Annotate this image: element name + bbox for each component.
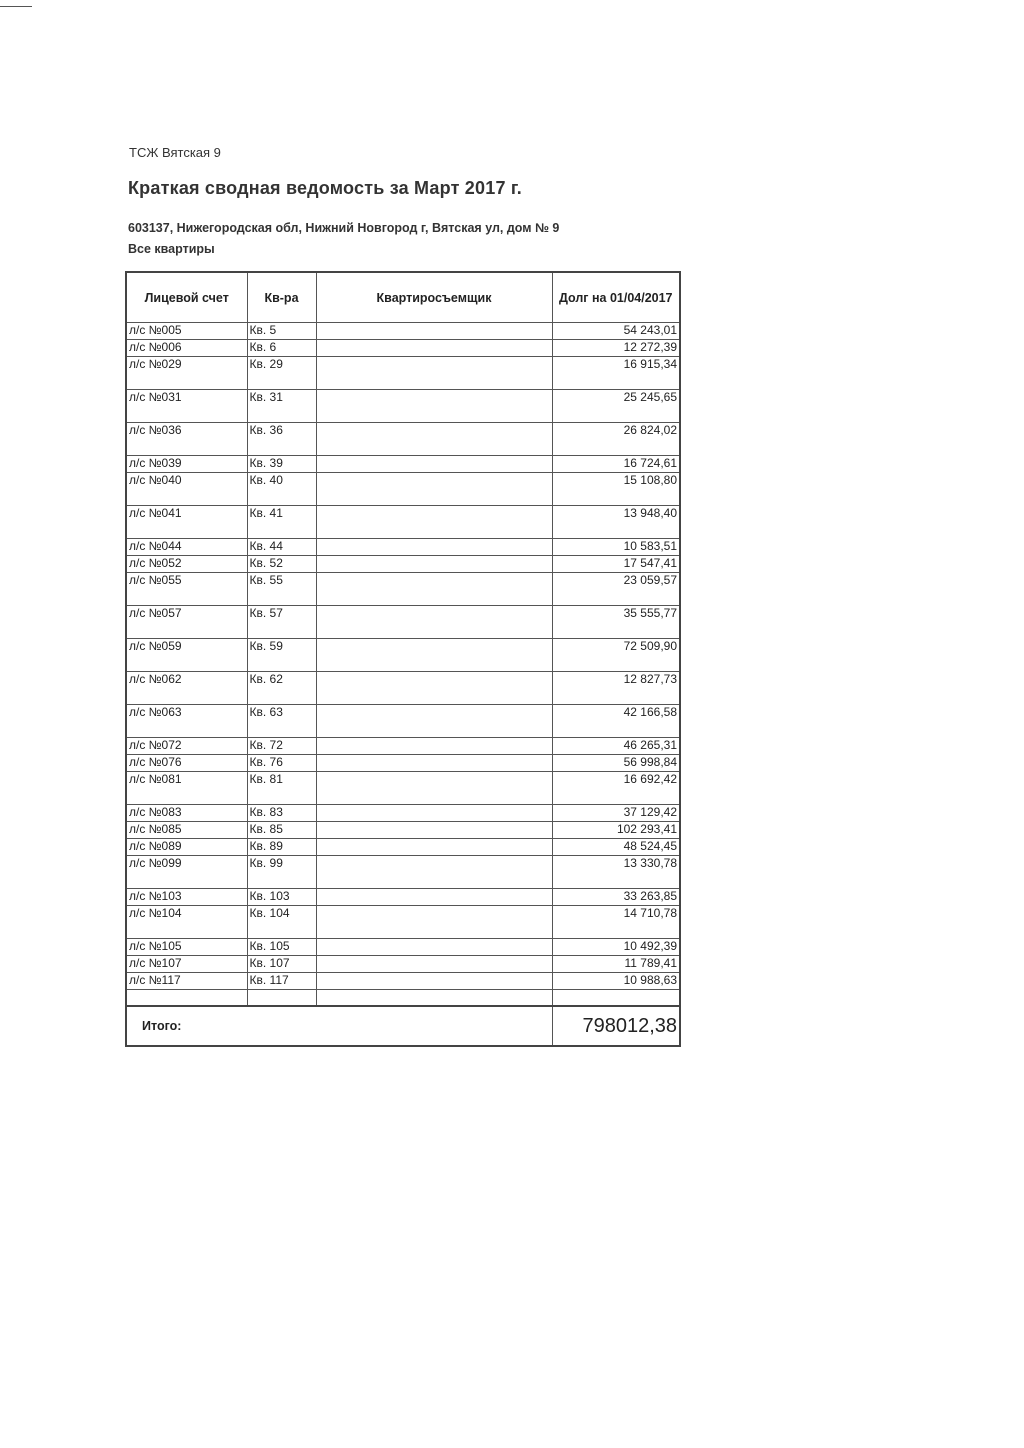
tenant-cell bbox=[316, 772, 552, 805]
tenant-cell bbox=[316, 939, 552, 956]
tenant-cell bbox=[316, 805, 552, 822]
table-row bbox=[126, 973, 680, 990]
debt-cell: 12 272,39 bbox=[552, 340, 680, 357]
account-cell: л/с №083 bbox=[126, 805, 247, 822]
tenant-cell bbox=[316, 423, 552, 456]
table-row bbox=[126, 423, 680, 456]
apartment-cell: Кв. 6 bbox=[247, 340, 316, 357]
debt-cell: 11 789,41 bbox=[552, 956, 680, 973]
table-row bbox=[126, 323, 680, 340]
tenant-cell bbox=[316, 606, 552, 639]
debt-cell: 37 129,42 bbox=[552, 805, 680, 822]
apartment-cell: Кв. 44 bbox=[247, 539, 316, 556]
account-cell: л/с №039 bbox=[126, 456, 247, 473]
apartment-cell: Кв. 59 bbox=[247, 639, 316, 672]
account-cell: л/с №029 bbox=[126, 357, 247, 390]
tenant-cell bbox=[316, 323, 552, 340]
account-cell: л/с №040 bbox=[126, 473, 247, 506]
table-row bbox=[126, 738, 680, 755]
table-row bbox=[126, 606, 680, 639]
debt-cell: 102 293,41 bbox=[552, 822, 680, 839]
tenant-cell bbox=[316, 889, 552, 906]
debt-cell: 14 710,78 bbox=[552, 906, 680, 939]
table-row bbox=[126, 705, 680, 738]
account-cell: л/с №036 bbox=[126, 423, 247, 456]
total-row bbox=[126, 1006, 680, 1046]
table-row bbox=[126, 456, 680, 473]
debt-cell: 23 059,57 bbox=[552, 573, 680, 606]
apartment-cell: Кв. 36 bbox=[247, 423, 316, 456]
account-cell: л/с №107 bbox=[126, 956, 247, 973]
debt-cell: 26 824,02 bbox=[552, 423, 680, 456]
account-cell: л/с №063 bbox=[126, 705, 247, 738]
account-cell: л/с №076 bbox=[126, 755, 247, 772]
account-cell: л/с №072 bbox=[126, 738, 247, 755]
debt-cell: 25 245,65 bbox=[552, 390, 680, 423]
apartment-cell: Кв. 62 bbox=[247, 672, 316, 705]
table-row bbox=[126, 906, 680, 939]
apartment-cell: Кв. 57 bbox=[247, 606, 316, 639]
table-row bbox=[126, 639, 680, 672]
tenant-cell bbox=[316, 340, 552, 357]
table-row bbox=[126, 672, 680, 705]
scan-edge-mark bbox=[0, 6, 32, 7]
tenant-cell bbox=[316, 973, 552, 990]
account-cell: л/с №104 bbox=[126, 906, 247, 939]
apartment-cell: Кв. 29 bbox=[247, 357, 316, 390]
organization-name: ТСЖ Вятская 9 bbox=[129, 145, 221, 160]
tenant-cell bbox=[316, 906, 552, 939]
debt-cell: 33 263,85 bbox=[552, 889, 680, 906]
debt-cell: 15 108,80 bbox=[552, 473, 680, 506]
debt-cell: 12 827,73 bbox=[552, 672, 680, 705]
account-cell: л/с №117 bbox=[126, 973, 247, 990]
total-value: 798012,38 bbox=[552, 1006, 680, 1046]
table-row bbox=[126, 573, 680, 606]
table-row bbox=[126, 556, 680, 573]
account-cell: л/с №099 bbox=[126, 856, 247, 889]
apartment-cell: Кв. 40 bbox=[247, 473, 316, 506]
apartment-cell: Кв. 104 bbox=[247, 906, 316, 939]
account-cell: л/с №052 bbox=[126, 556, 247, 573]
table-row bbox=[126, 805, 680, 822]
apartment-cell: Кв. 31 bbox=[247, 390, 316, 423]
header-apartment: Кв-ра bbox=[247, 272, 316, 323]
tenant-cell bbox=[316, 357, 552, 390]
account-cell: л/с №103 bbox=[126, 889, 247, 906]
table-row bbox=[126, 539, 680, 556]
debt-cell: 16 692,42 bbox=[552, 772, 680, 805]
account-cell: л/с №105 bbox=[126, 939, 247, 956]
debt-cell: 13 948,40 bbox=[552, 506, 680, 539]
apartment-cell: Кв. 41 bbox=[247, 506, 316, 539]
table-row bbox=[126, 822, 680, 839]
debt-cell: 16 915,34 bbox=[552, 357, 680, 390]
apartment-cell: Кв. 76 bbox=[247, 755, 316, 772]
debt-cell: 16 724,61 bbox=[552, 456, 680, 473]
account-cell: л/с №041 bbox=[126, 506, 247, 539]
account-cell: л/с №085 bbox=[126, 822, 247, 839]
table-row bbox=[126, 939, 680, 956]
tenant-cell bbox=[316, 456, 552, 473]
apartment-cell: Кв. 52 bbox=[247, 556, 316, 573]
apartment-cell: Кв. 83 bbox=[247, 805, 316, 822]
debt-cell: 54 243,01 bbox=[552, 323, 680, 340]
table-row bbox=[126, 340, 680, 357]
apartment-cell: Кв. 103 bbox=[247, 889, 316, 906]
table-row bbox=[126, 889, 680, 906]
report-scope: Все квартиры bbox=[128, 242, 215, 256]
ledger-body bbox=[126, 323, 680, 990]
debt-ledger-table bbox=[125, 271, 681, 1047]
tenant-cell bbox=[316, 390, 552, 423]
tenant-cell bbox=[316, 473, 552, 506]
table-header-row bbox=[126, 272, 680, 323]
apartment-cell: Кв. 117 bbox=[247, 973, 316, 990]
property-address: 603137, Нижегородская обл, Нижний Новгород г, Вятская ул, дом № 9 bbox=[128, 221, 560, 235]
apartment-cell: Кв. 55 bbox=[247, 573, 316, 606]
table-row bbox=[126, 839, 680, 856]
debt-cell: 10 988,63 bbox=[552, 973, 680, 990]
tenant-cell bbox=[316, 556, 552, 573]
account-cell: л/с №059 bbox=[126, 639, 247, 672]
account-cell: л/с №005 bbox=[126, 323, 247, 340]
table-row bbox=[126, 956, 680, 973]
table-row bbox=[126, 357, 680, 390]
tenant-cell bbox=[316, 956, 552, 973]
debt-cell: 17 547,41 bbox=[552, 556, 680, 573]
table-row bbox=[126, 390, 680, 423]
header-tenant: Квартиросъемщик bbox=[316, 272, 552, 323]
tenant-cell bbox=[316, 639, 552, 672]
account-cell: л/с №062 bbox=[126, 672, 247, 705]
apartment-cell: Кв. 105 bbox=[247, 939, 316, 956]
apartment-cell: Кв. 39 bbox=[247, 456, 316, 473]
apartment-cell: Кв. 99 bbox=[247, 856, 316, 889]
tenant-cell bbox=[316, 856, 552, 889]
table-row bbox=[126, 772, 680, 805]
table-row bbox=[126, 755, 680, 772]
account-cell: л/с №044 bbox=[126, 539, 247, 556]
account-cell: л/с №081 bbox=[126, 772, 247, 805]
debt-cell: 48 524,45 bbox=[552, 839, 680, 856]
tenant-cell bbox=[316, 506, 552, 539]
tenant-cell bbox=[316, 822, 552, 839]
header-debt: Долг на 01/04/2017 bbox=[552, 272, 680, 323]
apartment-cell: Кв. 81 bbox=[247, 772, 316, 805]
account-cell: л/с №031 bbox=[126, 390, 247, 423]
debt-cell: 10 583,51 bbox=[552, 539, 680, 556]
document-title: Краткая сводная ведомость за Март 2017 г. bbox=[128, 178, 522, 198]
debt-cell: 42 166,58 bbox=[552, 705, 680, 738]
tenant-cell bbox=[316, 705, 552, 738]
debt-cell: 72 509,90 bbox=[552, 639, 680, 672]
debt-cell: 13 330,78 bbox=[552, 856, 680, 889]
debt-cell: 46 265,31 bbox=[552, 738, 680, 755]
apartment-cell: Кв. 107 bbox=[247, 956, 316, 973]
header-account: Лицевой счет bbox=[126, 272, 247, 323]
apartment-cell: Кв. 5 bbox=[247, 323, 316, 340]
tenant-cell bbox=[316, 839, 552, 856]
blank-row bbox=[126, 990, 680, 1007]
tenant-cell bbox=[316, 672, 552, 705]
tenant-cell bbox=[316, 755, 552, 772]
account-cell: л/с №055 bbox=[126, 573, 247, 606]
apartment-cell: Кв. 85 bbox=[247, 822, 316, 839]
apartment-cell: Кв. 89 bbox=[247, 839, 316, 856]
tenant-cell bbox=[316, 738, 552, 755]
total-label: Итого: bbox=[126, 1006, 552, 1046]
tenant-cell bbox=[316, 539, 552, 556]
table-row bbox=[126, 473, 680, 506]
account-cell: л/с №006 bbox=[126, 340, 247, 357]
debt-cell: 35 555,77 bbox=[552, 606, 680, 639]
table-row bbox=[126, 506, 680, 539]
apartment-cell: Кв. 63 bbox=[247, 705, 316, 738]
tenant-cell bbox=[316, 573, 552, 606]
debt-cell: 10 492,39 bbox=[552, 939, 680, 956]
apartment-cell: Кв. 72 bbox=[247, 738, 316, 755]
account-cell: л/с №089 bbox=[126, 839, 247, 856]
table-row bbox=[126, 856, 680, 889]
account-cell: л/с №057 bbox=[126, 606, 247, 639]
debt-cell: 56 998,84 bbox=[552, 755, 680, 772]
